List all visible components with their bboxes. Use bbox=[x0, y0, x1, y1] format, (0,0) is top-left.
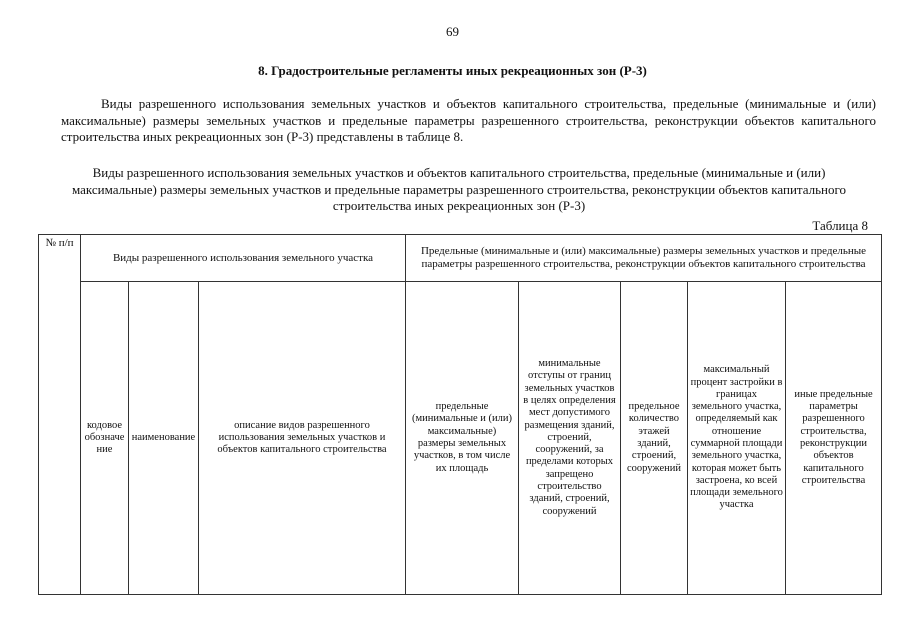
num-column-header: № п/п bbox=[39, 235, 81, 595]
setbacks-column-header: минимальные отступы от границ земельных участков в целях определения мест допустимого размещения зданий, строений, сооружений, за пределами которых запрещено строительство зданий, строений, сооружений bbox=[519, 282, 621, 595]
plot-size-column-header: предельные (минимальные и (или) максимальные) размеры земельных участков, в том числе их площадь bbox=[406, 282, 519, 595]
page-number: 69 bbox=[446, 24, 459, 39]
description-column-header: описание видов разрешенного использования земельных участков и объектов капитального строительства bbox=[199, 282, 406, 595]
limits-header: Предельные (минимальные и (или) максимальные) размеры земельных участков и предельные параметры разрешенного строительства, реконструкции объектов капитального строительства bbox=[406, 235, 882, 282]
table-subheader-row bbox=[39, 282, 882, 595]
code-column-header: кодовое обозначение bbox=[81, 282, 129, 595]
table-header-row bbox=[39, 235, 882, 282]
section-heading: 8. Градостроительные регламенты иных рекреационных зон (Р-3) bbox=[258, 63, 647, 78]
floors-column-header: предельное количество этажей зданий, строений, сооружений bbox=[621, 282, 688, 595]
use-types-header: Виды разрешенного использования земельного участка bbox=[81, 235, 406, 282]
table-caption: Виды разрешенного использования земельных участков и объектов капитального строительства, предельные (минимальные и (или) максимальные) размеры земельных участков и предельные параметры разрешенного строительства, реконструкции объектов капитального строительства иных рекреационных зон (Р-3) bbox=[71, 165, 847, 213]
other-params-column-header: иные предельные параметры разрешенного строительства, реконструкции объектов капитального строительства bbox=[786, 282, 882, 595]
name-column-header: наименование bbox=[129, 282, 199, 595]
intro-paragraph: Виды разрешенного использования земельных участков и объектов капитального строительства, предельные (минимальные и (или) максимальные) размеры земельных участков и предельные параметры разрешенного строительства, реконструкции объектов капитального строительства иных рекреационных зон (Р-3) представлены в таблице 8. bbox=[61, 96, 876, 144]
coverage-column-header: максимальный процент застройки в границах земельного участка, определяемый как отношение суммарной площади земельного участка, которая может быть застроена, ко всей площади земельного участка bbox=[688, 282, 786, 595]
regulations-table bbox=[38, 234, 882, 595]
table-label: Таблица 8 bbox=[812, 218, 868, 233]
